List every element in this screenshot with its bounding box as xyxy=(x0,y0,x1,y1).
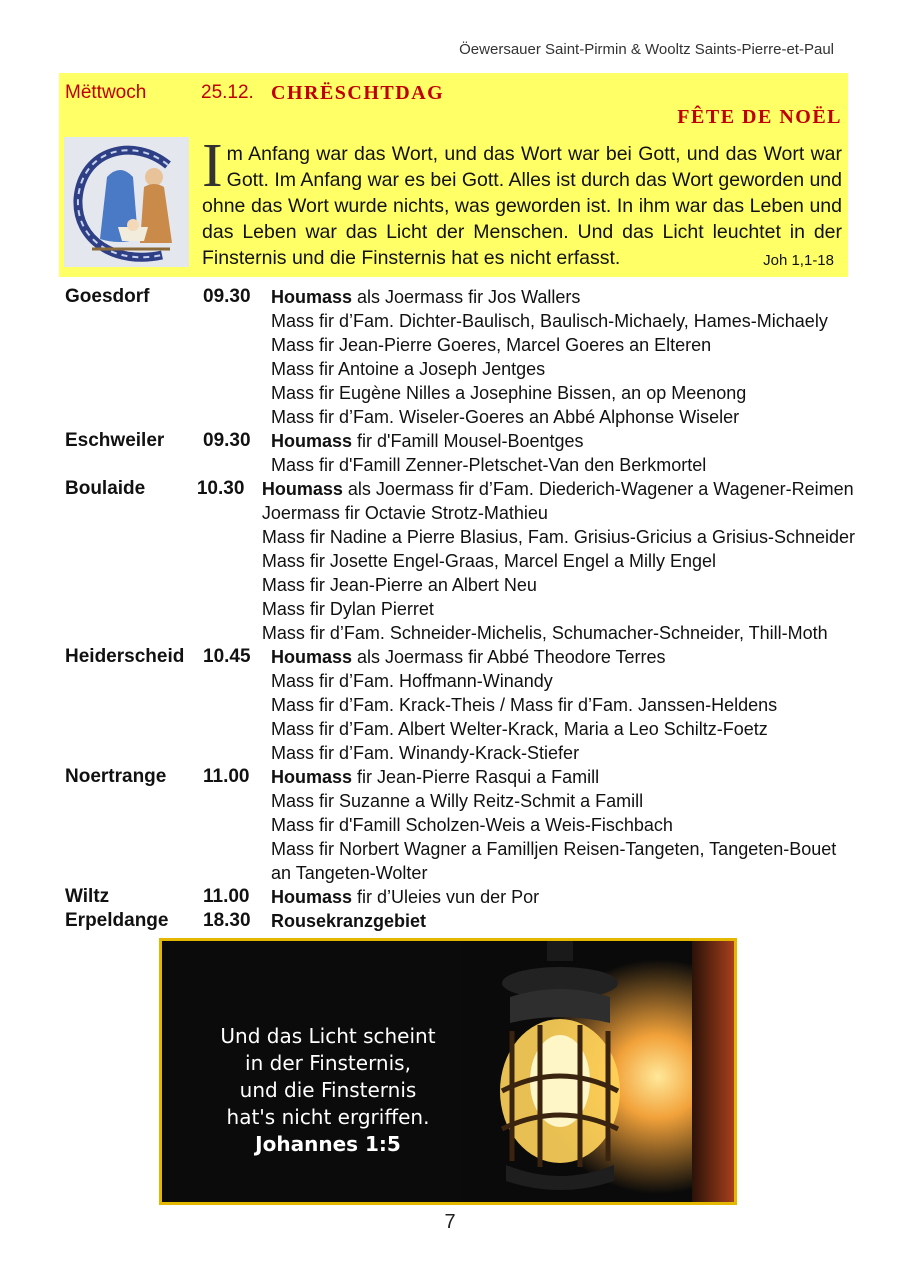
parish-header: Öewersauer Saint-Pirmin & Wooltz Saints-Pierre-et-Paul xyxy=(459,41,834,58)
mass-intention-line xyxy=(271,909,855,933)
mass-intention-text: fir d’Uleies vun der Por xyxy=(352,887,540,907)
mass-intention-text: Mass fir Dylan Pierret xyxy=(261,599,434,619)
mass-intention-line xyxy=(271,861,855,885)
mass-intention-line xyxy=(271,885,855,909)
mass-intention-text: fir d'Famill Mousel-Boentges xyxy=(352,431,584,451)
mass-intention-text: Mass fir d’Fam. Albert Welter-Krack, Maria a Leo Schiltz-Foetz xyxy=(271,719,768,739)
verse-quote-reference: Johannes 1:5 xyxy=(255,1132,401,1156)
mass-intention-text: als Joermass fir Jos Wallers xyxy=(352,287,581,307)
nativity-icon xyxy=(64,137,189,267)
mass-intention-text: Mass fir Suzanne a Willy Reitz-Schmit a Famill xyxy=(271,791,644,811)
mass-intention-line xyxy=(271,405,855,429)
verse-quote xyxy=(182,1023,474,1158)
mass-time: 10.45 xyxy=(203,646,251,667)
gospel-drop-cap: I xyxy=(202,132,223,200)
church-location: Erpeldange xyxy=(65,910,169,931)
mass-intention-line xyxy=(271,789,855,813)
feast-date: 25.12. xyxy=(201,82,254,103)
mass-intention-text: als Joermass fir Abbé Theodore Terres xyxy=(352,647,666,667)
mass-intention-text: Joermass fir Octavie Strotz-Mathieu xyxy=(261,503,548,523)
schedule-entry xyxy=(65,765,855,885)
mass-intention-line xyxy=(262,549,855,573)
mass-intention-text: als Joermass fir d’Fam. Diederich-Wagener a Wagener-Reimen xyxy=(342,479,854,499)
church-location: Wiltz xyxy=(65,886,110,907)
church-location: Boulaide xyxy=(65,478,146,499)
church-location: Noertrange xyxy=(65,766,167,787)
mass-intention-text: Mass fir Antoine a Joseph Jentges xyxy=(271,359,546,379)
mass-intention-line xyxy=(262,477,855,501)
mass-intention-line xyxy=(271,333,855,357)
schedule-entry xyxy=(65,909,855,933)
weekday: Mëttwoch xyxy=(65,82,147,103)
mass-intention-text: Mass fir d’Fam. Hoffmann-Winandy xyxy=(271,671,553,691)
verse-line: hat's nicht ergriffen. xyxy=(226,1105,430,1129)
church-location: Eschweiler xyxy=(65,430,165,451)
mass-intention-text: fir Jean-Pierre Rasqui a Famill xyxy=(352,767,600,787)
mass-intention-text: Mass fir Jean-Pierre Goeres, Marcel Goeres an Elteren xyxy=(271,335,712,355)
schedule-entry xyxy=(65,429,855,477)
mass-intention-text: Mass fir Jean-Pierre an Albert Neu xyxy=(261,575,537,595)
mass-type: Houmass xyxy=(261,479,343,499)
mass-intention-line xyxy=(262,621,855,645)
mass-time: 09.30 xyxy=(203,430,251,451)
mass-intention-line xyxy=(262,525,855,549)
mass-intention-line xyxy=(271,309,855,333)
mass-intention-line xyxy=(271,669,855,693)
verse-line: Und das Licht scheint xyxy=(220,1024,436,1048)
mass-intentions xyxy=(271,909,855,933)
schedule-entry xyxy=(65,285,855,429)
page-number: 7 xyxy=(444,1211,456,1233)
mass-intention-line xyxy=(271,285,855,309)
schedule-entry xyxy=(65,477,855,645)
gospel-body: m Anfang war das Wort, und das Wort war bei Gott, und das Wort war Gott. Im Anfang war es bei Gott. Alles ist durch das Wort geworden und ohne das Wort wurde nichts, was geworden ist. In ihm war das Leben und das Leben war das Licht der Menschen. Und das Licht leuchtet in der Finsternis und die Finsternis hat es nicht erfasst. xyxy=(202,143,842,269)
feast-title-french: FÊTE DE NOËL xyxy=(677,106,842,128)
mass-intention-text: Mass fir d'Famill Scholzen-Weis a Weis-Fischbach xyxy=(271,815,673,835)
mass-intention-text: Mass fir Nadine a Pierre Blasius, Fam. Grisius-Gricius a Grisius-Schneider xyxy=(261,527,855,547)
mass-intention-text: Mass fir d’Fam. Wiseler-Goeres an Abbé Alphonse Wiseler xyxy=(271,407,740,427)
mass-intention-line xyxy=(271,741,855,765)
feast-title: CHRËSCHTDAG xyxy=(271,82,445,104)
church-location: Goesdorf xyxy=(65,286,150,307)
mass-intention-line xyxy=(271,765,855,789)
mass-intention-line xyxy=(271,717,855,741)
mass-intention-text: Mass fir d'Famill Zenner-Pletschet-Van den Berkmortel xyxy=(271,455,707,475)
mass-intention-line xyxy=(262,573,855,597)
mass-intention-line xyxy=(262,597,855,621)
mass-intention-line xyxy=(271,837,855,861)
gospel-text xyxy=(202,132,842,271)
mass-intention-text: Mass fir d’Fam. Schneider-Michelis, Schumacher-Schneider, Thill-Moth xyxy=(261,623,828,643)
mass-intention-line xyxy=(271,813,855,837)
mass-intentions xyxy=(262,477,855,645)
schedule-entry xyxy=(65,885,855,909)
mass-intention-text: Mass fir d’Fam. Krack-Theis / Mass fir d’Fam. Janssen-Heldens xyxy=(271,695,778,715)
mass-time: 18.30 xyxy=(203,910,251,931)
mass-intentions xyxy=(271,885,855,909)
gospel-reference: Joh 1,1-18 xyxy=(763,252,834,269)
mass-schedule xyxy=(65,285,855,933)
mass-type: Houmass xyxy=(271,767,353,787)
mass-type: Houmass xyxy=(271,287,353,307)
feast-banner xyxy=(59,73,848,277)
mass-intention-text: an Tangeten-Wolter xyxy=(271,863,428,883)
mass-time: 11.00 xyxy=(203,766,250,787)
mass-intention-text: Mass fir Norbert Wagner a Familljen Reisen-Tangeten, Tangeten-Bouet xyxy=(271,839,837,859)
mass-type: Houmass xyxy=(271,887,353,907)
mass-intention-text: Mass fir Eugène Nilles a Josephine Bissen, an op Meenong xyxy=(271,383,747,403)
mass-type: Rousekranzgebiet xyxy=(271,911,427,931)
schedule-entry xyxy=(65,645,855,765)
mass-intentions xyxy=(271,429,855,477)
mass-intention-text: Mass fir Josette Engel-Graas, Marcel Engel a Milly Engel xyxy=(261,551,717,571)
verse-line: in der Finsternis, xyxy=(245,1051,411,1075)
mass-intention-line xyxy=(271,645,855,669)
mass-intention-text: Mass fir d’Fam. Winandy-Krack-Stiefer xyxy=(271,743,580,763)
verse-line: und die Finsternis xyxy=(239,1078,417,1102)
verse-image xyxy=(159,938,737,1205)
mass-intentions xyxy=(271,285,855,429)
mass-time: 11.00 xyxy=(203,886,250,907)
mass-intention-line xyxy=(262,501,855,525)
mass-intention-line xyxy=(271,693,855,717)
church-location: Heiderscheid xyxy=(65,646,185,667)
mass-time: 09.30 xyxy=(203,286,251,307)
mass-intentions xyxy=(271,765,855,885)
mass-intention-text: Mass fir d’Fam. Dichter-Baulisch, Baulisch-Michaely, Hames-Michaely xyxy=(271,311,828,331)
mass-intention-line xyxy=(271,357,855,381)
mass-intention-line xyxy=(271,429,855,453)
mass-intentions xyxy=(271,645,855,765)
mass-intention-line xyxy=(271,381,855,405)
mass-time: 10.30 xyxy=(196,478,245,499)
mass-type: Houmass xyxy=(271,431,353,451)
mass-intention-line xyxy=(271,453,855,477)
mass-type: Houmass xyxy=(271,647,353,667)
